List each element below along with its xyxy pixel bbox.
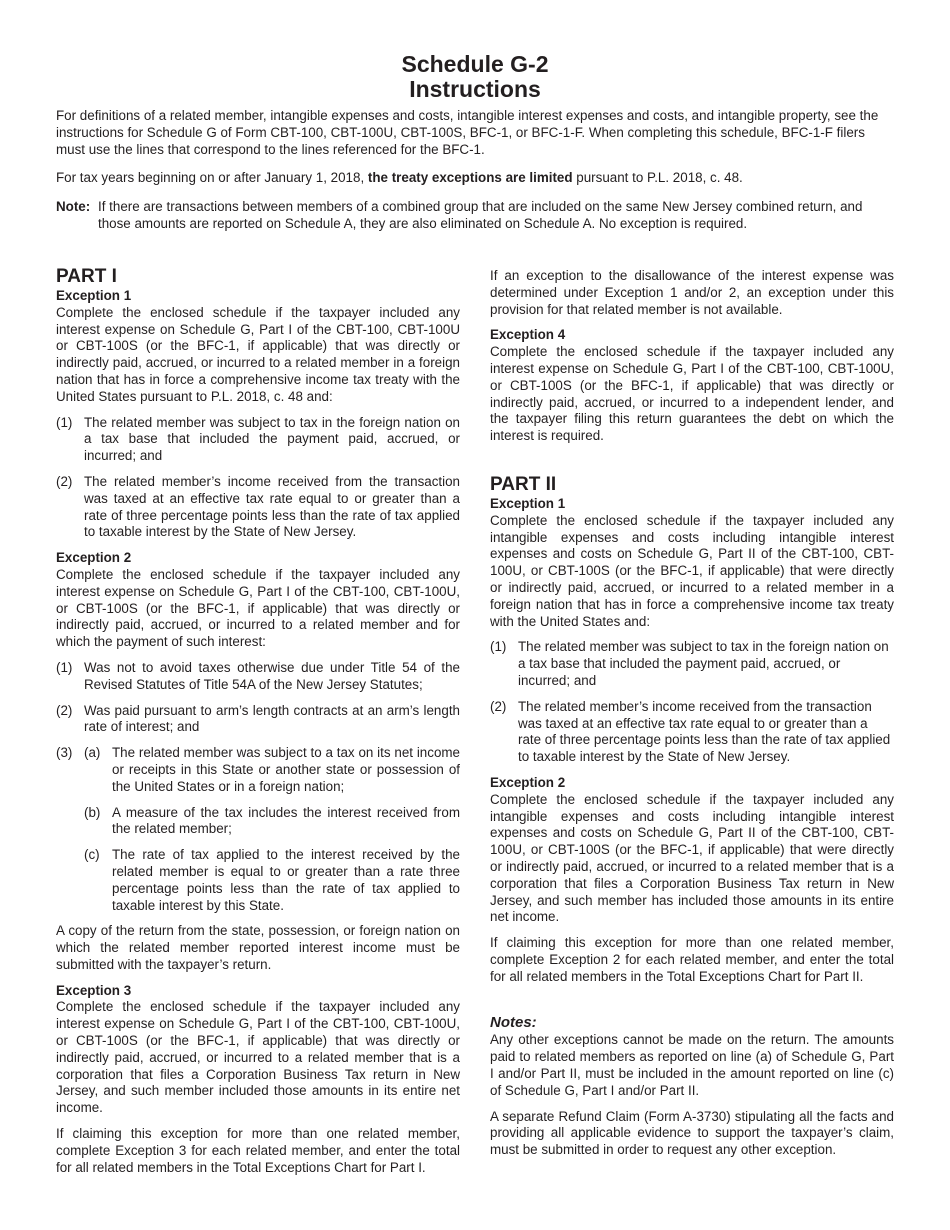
page-title xyxy=(0,52,950,102)
treaty-limited-emphasis: the treaty exceptions are limited xyxy=(367,170,573,186)
part-1-exception-3-title: Exception 3 xyxy=(56,982,132,998)
left-column xyxy=(56,266,460,1185)
note-block xyxy=(56,199,894,233)
sub-list-item: (a) The related member was subject to a tax on its net income or receipts in this State or another state or possession of the United States or in a foreign nation; xyxy=(84,745,460,794)
part-1-exception-4-text: Complete the enclosed schedule if the taxpayer included any interest expense on Schedule G, Part I of the CBT-100, CBT-100U, or CBT-100S (or the BFC-1, if applicable) that was directly or indirectly paid, accrued, or incurred to a independent lender, and the taxpayer filing this return guarantees the debt on which the interest is required. xyxy=(490,344,894,444)
part-1-exception-1-title: Exception 1 xyxy=(56,288,132,303)
part-1-exception-3-continued: If an exception to the disallowance of the interest expense was determined under Exception 1 and/or 2, an exception under this provision for that related member is not available. xyxy=(490,268,894,317)
title-line-2: Instructions xyxy=(409,76,541,102)
note-label: Note: xyxy=(56,199,91,215)
list-item: (2) The related member’s income received from the transaction was taxed at an effective tax rate equal to or greater than a rate of three percentage points less than the rate of tax applied to taxable interest by the State of New Jersey. xyxy=(56,473,460,540)
part-1-exception-3-text: Complete the enclosed schedule if the taxpayer included any interest expense on Schedule G, Part I of the CBT-100, CBT-100U, or CBT-100S (or the BFC-1, if applicable) that was directly or indirectly paid, accrued, or incurred to a related member that is a corporation that files a Corporation Business Tax return in New Jersey, and such member included those amounts in its entire net income. xyxy=(56,999,460,1116)
list-item: (2) Was paid pursuant to arm’s length contracts at an arm’s length rate of interest; and xyxy=(56,702,460,735)
intro-section xyxy=(56,108,894,233)
list-item: (2) The related member’s income received from the transaction was taxed at an effective tax rate equal to or greater than a rate of three percentage points less than the rate of tax applied to taxable interest by the State of New Jersey. xyxy=(490,698,891,765)
part-2-heading: PART II xyxy=(490,473,557,495)
intro-treaty: For tax years beginning on or after January 1, 2018, the treaty exceptions are limited pursuant to P.L. 2018, c. 48. xyxy=(56,170,743,186)
title-line-1: Schedule G-2 xyxy=(401,51,549,77)
part-1-exception-2-title: Exception 2 xyxy=(56,550,132,566)
list-item: (1) The related member was subject to tax in the foreign nation on a tax base that included the payment paid, accrued, or incurred; and xyxy=(490,639,889,688)
part-1-exception-1-text: Complete the enclosed schedule if the taxpayer included any interest expense on Schedule G, Part I of the CBT-100, CBT-100U or CBT-100S (or the BFC-1, if applicable) that was directly or indirectly paid, accrued, or incurred to a related member in a foreign nation that has in force a comprehensive income tax treaty with the United States pursuant to P.L. 2018, c. 48 and: xyxy=(56,304,460,404)
part-1-exception-2-text: Complete the enclosed schedule if the taxpayer included any interest expense on Schedule G, Part I of the CBT-100, CBT-100U, or CBT-100S (or the BFC-1, if applicable) that was directly or indirectly paid, accrued, or incurred to a related member and for which the payment of such interest: xyxy=(56,566,460,650)
intro-definitions: For definitions of a related member, intangible expenses and costs, intangible interest expenses and costs, and intangible property, see the instructions for Schedule G of Form CBT-100, CBT-100U, CBT-100S, BFC-1, or BFC-1-F. When completing this schedule, BFC-1-F filers must use the lines that correspond to the lines referenced for the BFC-1. xyxy=(56,108,879,157)
notes-paragraph-1: Any other exceptions cannot be made on the return. The amounts paid to related members as reported on line (a) of Schedule G, Part I and/or Part II, must be included in the amount reported on line (c) of Schedule G, Part I and/or Part II. xyxy=(490,1032,894,1098)
part-1-heading: PART I xyxy=(56,266,117,287)
return-copy-text: A copy of the return from the state, possession, or foreign nation on which the related member reported interest income must be submitted with the taxpayer’s return. xyxy=(56,923,460,972)
right-column xyxy=(490,268,894,1168)
part-2-exception-2-text: Complete the enclosed schedule if the taxpayer included any intangible expenses and costs including intangible interest expenses and costs on Schedule G, Part II of the CBT-100, CBT-100U, or CBT-100S (or the BFC-1, if applicable) that were directly or indirectly paid, accrued, or incurred to a related member that is a corporation that files a Corporation Business Tax return in New Jersey, and such member has included those amounts in its entire net income. xyxy=(490,791,894,925)
notes-paragraph-2: A separate Refund Claim (Form A-3730) stipulating all the facts and providing all applicable evidence to support the taxpayer’s claim, must be submitted in order to request any other exception. xyxy=(490,1108,894,1158)
part-2-exception-2-title: Exception 2 xyxy=(490,774,566,790)
part-2-exception-2-claim: If claiming this exception for more than one related member, complete Exception 2 for each related member, and enter the total for all related members in the Total Exceptions Chart for Part II. xyxy=(490,935,894,984)
part-2-exception-1-text: Complete the enclosed schedule if the taxpayer included any intangible expenses and costs including intangible interest expenses and costs on Schedule G, Part II of the CBT-100, CBT-100U, or CBT-100S (or the BFC-1, if applicable) that were directly or indirectly paid, accrued, or incurred to a related member in a foreign nation that has in force a comprehensive income tax treaty with the United States and: xyxy=(490,512,894,629)
part-1-exception-3-claim: If claiming this exception for more than one related member, complete Exception 3 for each related member, and enter the total for all related members in the Total Exceptions Chart for Part I. xyxy=(56,1126,460,1175)
sub-list-item: (b) A measure of the tax includes the interest received from the related member; xyxy=(84,804,460,837)
part-1-exception-4-title: Exception 4 xyxy=(490,327,566,343)
sub-list-item: (c) The rate of tax applied to the interest received by the related member is equal to or greater than a rate three percentage points less than the rate of tax applied to taxable interest by this State. xyxy=(84,847,460,913)
part-2-exception-1-title: Exception 1 xyxy=(490,495,566,511)
list-item: (3) (a) The related member was subject to a tax on its net income or receipts in this State or another state or possession of the United States or in a foreign nation; (b) A measure of the tax includes the interest received from the related member; (c) The rate of tax applied to the interest received by the related member is equal to or greater than a rate three percentage points less than the rate of tax applied to taxable interest by this State. xyxy=(56,745,460,913)
note-text: If there are transactions between members of a combined group that are included on the same New Jersey combined return, and those amounts are reported on Schedule A, they are also eliminated on Schedule A. No exception is required. xyxy=(98,199,863,231)
list-item: (1) The related member was subject to tax in the foreign nation on a tax base that included the payment paid, accrued, or incurred; and xyxy=(56,414,460,464)
list-item: (1) Was not to avoid taxes otherwise due under Title 54 of the Revised Statutes of Title 54A of the New Jersey Statutes; xyxy=(56,659,460,692)
notes-heading: Notes: xyxy=(490,1014,537,1032)
